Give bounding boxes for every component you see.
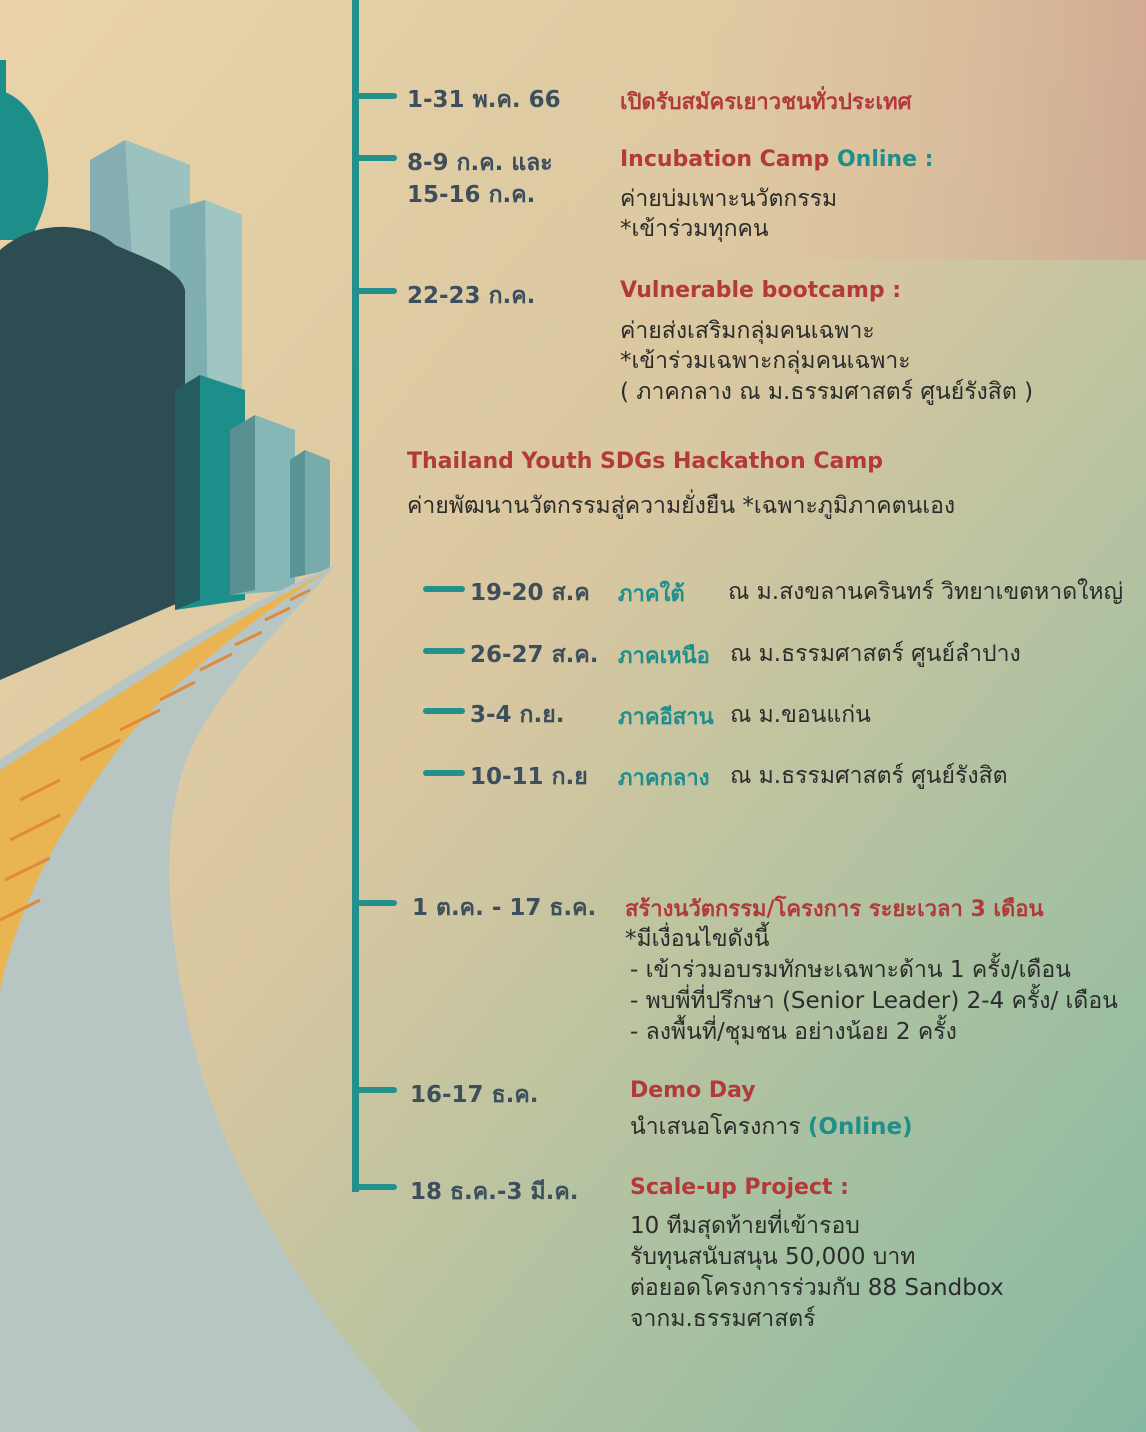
region-name: ภาคเหนือ bbox=[618, 644, 710, 669]
hackathon-subtitle: ค่ายพัฒนานวัตกรรมสู่ความยั่งยืน *เฉพาะภูมิภาคตนเอง bbox=[407, 493, 956, 519]
event-detail: ( ภาคกลาง ณ ม.ธรรมศาสตร์ ศูนย์รังสิต ) bbox=[620, 379, 1034, 405]
region-name: ภาคใต้ bbox=[618, 582, 685, 607]
event-date: 18 ธ.ค.-3 มี.ค. bbox=[410, 1179, 579, 1205]
event-detail: *เข้าร่วมเฉพาะกลุ่มคนเฉพาะ bbox=[620, 348, 911, 374]
region-tick bbox=[423, 708, 465, 714]
region-place: ณ ม.สงขลานครินทร์ วิทยาเขตหาดใหญ่ bbox=[728, 579, 1124, 605]
event-date: 1-31 พ.ค. 66 bbox=[407, 87, 561, 113]
region-tick bbox=[423, 770, 465, 776]
hackathon-title: Thailand Youth SDGs Hackathon Camp bbox=[407, 449, 884, 474]
event-detail: ค่ายส่งเสริมกลุ่มคนเฉพาะ bbox=[620, 318, 875, 344]
region-date: 19-20 ส.ค bbox=[470, 580, 590, 606]
event-title: เปิดรับสมัครเยาวชนทั่วประเทศ bbox=[620, 90, 912, 115]
timeline-tick bbox=[355, 155, 397, 161]
timeline-tick bbox=[355, 93, 397, 99]
region-name: ภาคกลาง bbox=[618, 766, 710, 791]
event-title-online: Online : bbox=[836, 147, 934, 172]
event-detail-text: นำเสนอโครงการ bbox=[630, 1114, 801, 1140]
event-detail: *เข้าร่วมทุกคน bbox=[620, 216, 769, 242]
event-detail-online: (Online) bbox=[807, 1114, 913, 1140]
event-detail: จากม.ธรรมศาสตร์ bbox=[630, 1306, 816, 1332]
event-detail: รับทุนสนับสนุน 50,000 บาท bbox=[630, 1244, 916, 1270]
region-tick bbox=[423, 648, 465, 654]
timeline-tick bbox=[355, 288, 397, 294]
region-name: ภาคอีสาน bbox=[618, 705, 714, 730]
event-detail: *มีเงื่อนไขดังนี้ bbox=[625, 926, 770, 952]
event-date: 8-9 ก.ค. และ bbox=[407, 150, 553, 176]
event-title-main: Incubation Camp bbox=[620, 147, 830, 172]
timeline-tick bbox=[355, 1184, 397, 1190]
region-date: 10-11 ก.ย bbox=[470, 764, 588, 790]
event-title: Scale-up Project : bbox=[630, 1175, 849, 1200]
region-tick bbox=[423, 586, 465, 592]
event-title: Vulnerable bootcamp : bbox=[620, 278, 902, 303]
timeline-tick bbox=[355, 900, 397, 906]
region-date: 26-27 ส.ค. bbox=[470, 642, 599, 668]
region-place: ณ ม.ขอนแก่น bbox=[730, 702, 871, 728]
event-detail bbox=[630, 1109, 913, 1145]
region-date: 3-4 ก.ย. bbox=[470, 702, 565, 728]
event-date: 16-17 ธ.ค. bbox=[410, 1082, 539, 1108]
event-date: 15-16 ก.ค. bbox=[407, 182, 536, 208]
event-date: 22-23 ก.ค. bbox=[407, 283, 536, 309]
event-title: สร้างนวัตกรรม/โครงการ ระยะเวลา 3 เดือน bbox=[625, 897, 1044, 922]
timeline-tick bbox=[355, 1087, 397, 1093]
event-title: Demo Day bbox=[630, 1078, 756, 1103]
event-detail: - เข้าร่วมอบรมทักษะเฉพาะด้าน 1 ครั้ง/เดือน bbox=[630, 957, 1071, 983]
event-detail: ค่ายบ่มเพาะนวัตกรรม bbox=[620, 186, 838, 212]
event-title bbox=[620, 147, 933, 172]
timeline-line bbox=[352, 0, 359, 1192]
event-detail: 10 ทีมสุดท้ายที่เข้ารอบ bbox=[630, 1213, 860, 1239]
event-detail: ต่อยอดโครงการร่วมกับ 88 Sandbox bbox=[630, 1275, 1004, 1301]
event-detail: - ลงพื้นที่/ชุมชน อย่างน้อย 2 ครั้ง bbox=[630, 1019, 957, 1045]
event-date: 1 ต.ค. - 17 ธ.ค. bbox=[412, 895, 597, 921]
region-place: ณ ม.ธรรมศาสตร์ ศูนย์รังสิต bbox=[730, 763, 1008, 789]
region-place: ณ ม.ธรรมศาสตร์ ศูนย์ลำปาง bbox=[730, 641, 1021, 667]
event-detail: - พบพี่ที่ปรึกษา (Senior Leader) 2-4 ครั้ง/ เดือน bbox=[630, 988, 1118, 1014]
